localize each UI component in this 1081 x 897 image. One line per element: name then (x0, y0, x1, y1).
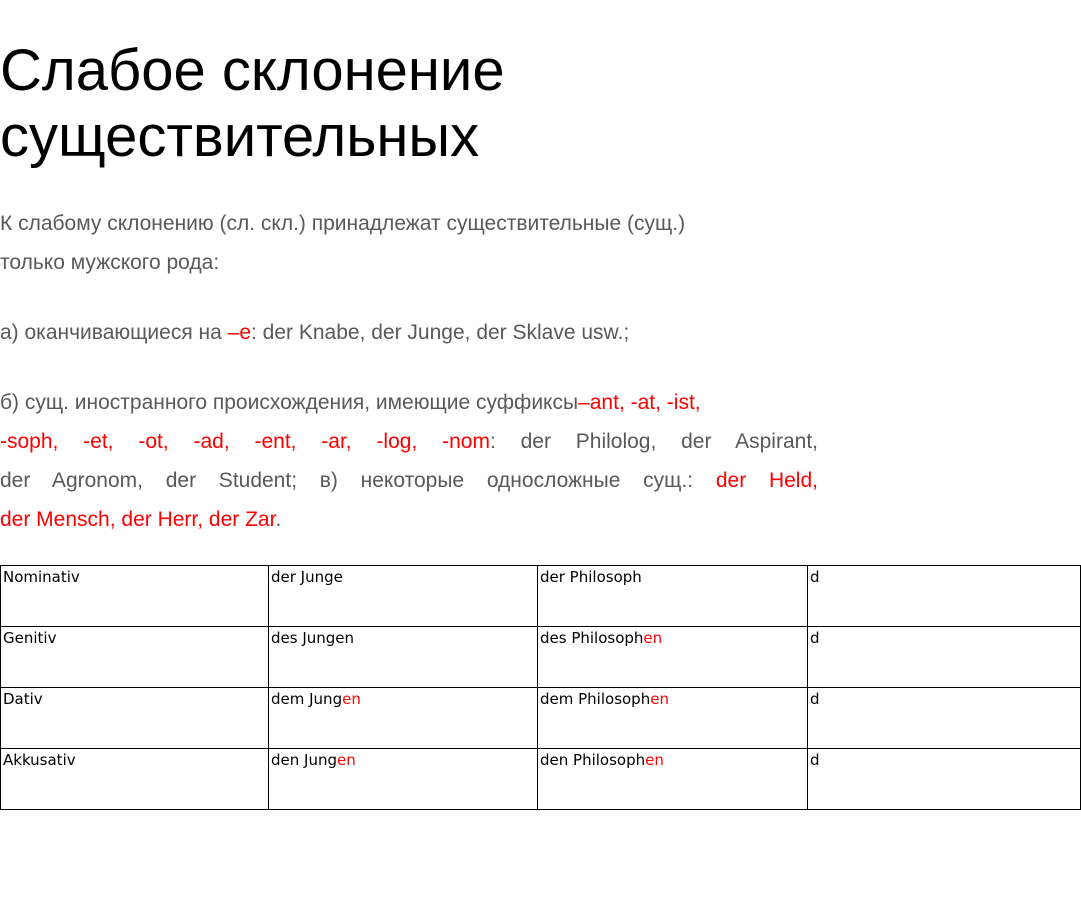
rule-a-prefix: а) оканчивающиеся на (0, 321, 228, 344)
word-ending: en (336, 751, 356, 769)
word-stem: den Jung (271, 751, 337, 769)
philosoph-cell (538, 566, 808, 627)
rule-b-paragraph (0, 383, 818, 539)
case-label: Genitiv (3, 629, 57, 647)
title-line-1: Слабое склонение (0, 38, 505, 103)
fourth-cell (808, 688, 1081, 749)
word-ending: en (650, 690, 669, 708)
rule-b-line1-plain: б) сущ. иностранного происхождения, имеющие суффиксы (0, 391, 579, 414)
title-line-2: существительных (0, 104, 480, 169)
rule-b-line-3 (0, 461, 818, 500)
junge-cell (269, 749, 538, 810)
page-title (0, 38, 505, 170)
word-ending: en (342, 690, 361, 708)
table-row (1, 688, 1081, 749)
rule-b-line-1 (0, 383, 818, 422)
case-label: Akkusativ (3, 751, 76, 769)
rule-b-line4-end: . (275, 508, 282, 531)
rule-b-line3-plain: der Agronom, der Student; в) некоторые односложные сущ.: (0, 469, 694, 492)
word-stem: den Philosoph (540, 751, 646, 769)
rule-b-line-4 (0, 500, 818, 539)
rule-b-line-2 (0, 422, 818, 461)
junge-cell (269, 688, 538, 749)
rule-a-rest: : der Knabe, der Junge, der Sklave usw.; (251, 321, 630, 344)
word-stem: d (810, 568, 820, 586)
case-cell (1, 749, 269, 810)
case-label: Nominativ (3, 568, 80, 586)
rule-a-ending: –е (227, 321, 251, 344)
case-label: Dativ (3, 690, 43, 708)
rule-a-paragraph (0, 313, 840, 352)
fourth-cell (808, 749, 1081, 810)
intro-line-1: К слабому склонению (сл. скл.) принадлежат существительные (сущ.) (0, 212, 686, 235)
fourth-cell (808, 566, 1081, 627)
rule-a-line (0, 313, 840, 352)
junge-cell (269, 627, 538, 688)
philosoph-cell (538, 688, 808, 749)
word-stem: des Jungen (271, 629, 355, 647)
junge-cell (269, 566, 538, 627)
rule-b-line2-rest: : der Philolog, der Aspirant, (489, 430, 818, 453)
philosoph-cell (538, 749, 808, 810)
word-stem: d (810, 629, 820, 647)
intro-paragraph (0, 204, 840, 282)
rule-b-line4-examples: der Mensch, der Herr, der Zar (0, 508, 276, 531)
word-stem: d (810, 751, 820, 769)
case-cell (1, 627, 269, 688)
rule-b-line3-examples: der Held, (715, 469, 818, 492)
word-ending: en (645, 751, 664, 769)
table-row (1, 566, 1081, 627)
intro-line-2: только мужского рода: (0, 251, 220, 274)
word-stem: der Philosoph (540, 568, 642, 586)
rule-b-line2-suffixes: -soph, -et, -ot, -ad, -ent, -ar, -log, -nom (0, 430, 490, 453)
philosoph-cell (538, 627, 808, 688)
word-stem: der Junge (271, 568, 343, 586)
declension-table-wrapper (0, 565, 820, 805)
rule-b-line1-suffixes: –ant, -at, -ist, (578, 391, 701, 414)
word-stem: dem Jung (271, 690, 343, 708)
table-row (1, 627, 1081, 688)
case-cell (1, 566, 269, 627)
word-stem: d (810, 690, 820, 708)
word-ending: en (643, 629, 663, 647)
fourth-cell (808, 627, 1081, 688)
declension-table (0, 565, 1081, 810)
table-row (1, 749, 1081, 810)
word-stem: dem Philosoph (540, 690, 651, 708)
word-stem: des Philosoph (540, 629, 644, 647)
case-cell (1, 688, 269, 749)
